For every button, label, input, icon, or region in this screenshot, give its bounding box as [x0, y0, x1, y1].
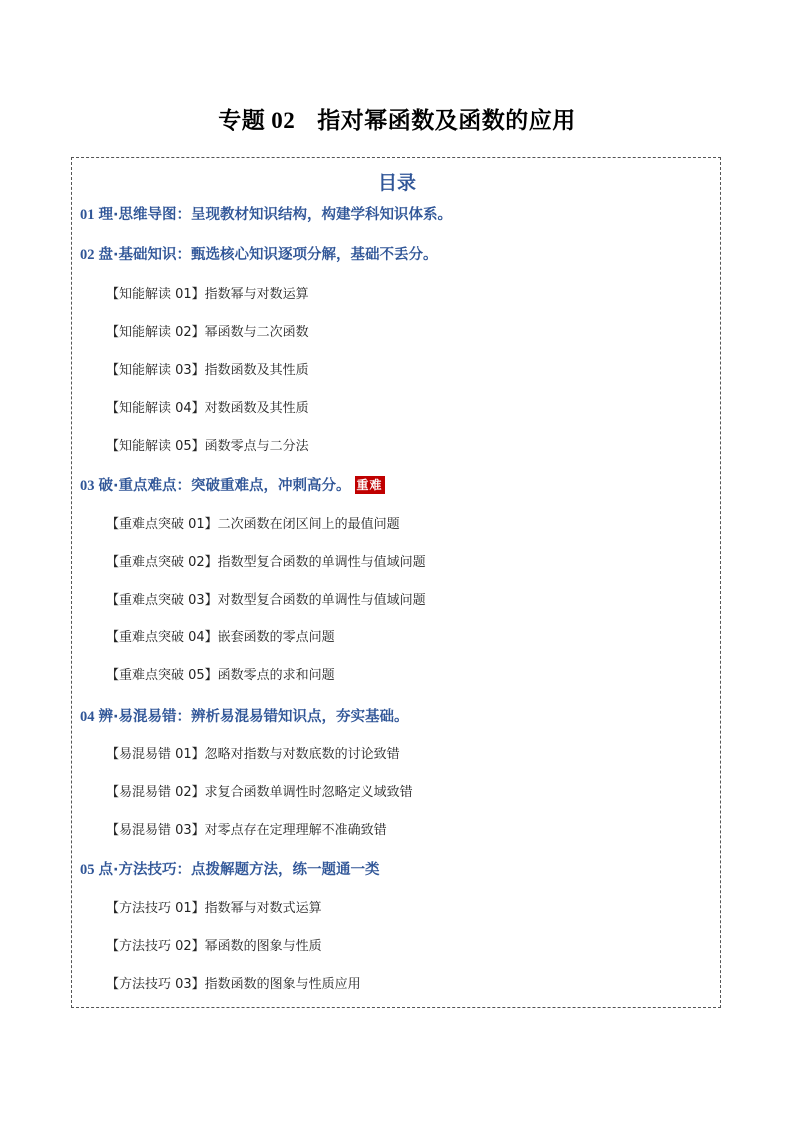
toc-item[interactable]: 【知能解读 01】指数幂与对数运算 — [106, 287, 309, 302]
section-label: 辨·易混易错：辨析易混易错知识点，夯实基础。 — [98, 709, 409, 725]
toc-item[interactable]: 【知能解读 02】幂函数与二次函数 — [106, 325, 309, 340]
toc-box — [71, 157, 721, 1008]
title-main: 指对幂函数及函数的应用 — [317, 108, 576, 134]
toc-item[interactable]: 【易混易错 02】求复合函数单调性时忽略定义域致错 — [106, 785, 413, 800]
section-number: 05 — [80, 862, 95, 878]
toc-item[interactable]: 【方法技巧 01】指数幂与对数式运算 — [106, 901, 322, 916]
toc-item[interactable]: 【知能解读 04】对数函数及其性质 — [106, 401, 309, 416]
section-label: 破·重点难点：突破重难点，冲刺高分。 — [98, 478, 351, 494]
section-number: 03 — [80, 478, 95, 494]
toc-item[interactable]: 【重难点突破 03】对数型复合函数的单调性与值域问题 — [106, 593, 426, 608]
title-prefix: 专题 — [218, 108, 266, 134]
toc-item[interactable]: 【重难点突破 04】嵌套函数的零点问题 — [106, 630, 335, 645]
toc-title: 目录 — [377, 172, 416, 194]
section-number: 01 — [80, 207, 95, 223]
section-label: 理·思维导图：呈现教材知识结构，构建学科知识体系。 — [98, 207, 453, 223]
toc-section-05[interactable] — [80, 860, 380, 880]
title-number: 02 — [271, 108, 296, 133]
toc-item[interactable]: 【重难点突破 01】二次函数在闭区间上的最值问题 — [106, 517, 400, 532]
toc-item[interactable]: 【方法技巧 02】幂函数的图象与性质 — [106, 939, 322, 954]
toc-item[interactable]: 【知能解读 05】函数零点与二分法 — [106, 439, 309, 454]
section-number: 02 — [80, 247, 95, 263]
toc-item[interactable]: 【重难点突破 05】函数零点的求和问题 — [106, 668, 335, 683]
section-number: 04 — [80, 709, 95, 725]
toc-item[interactable]: 【知能解读 03】指数函数及其性质 — [106, 363, 309, 378]
toc-section-01[interactable] — [80, 205, 452, 225]
page-title — [0, 102, 794, 135]
toc-item[interactable]: 【易混易错 03】对零点存在定理理解不准确致错 — [106, 823, 387, 838]
toc-item[interactable]: 【重难点突破 02】指数型复合函数的单调性与值域问题 — [106, 555, 426, 570]
toc-item[interactable]: 【方法技巧 03】指数函数的图象与性质应用 — [106, 977, 361, 992]
toc-section-04[interactable] — [80, 707, 409, 727]
toc-section-02[interactable] — [80, 245, 438, 265]
difficulty-badge: 重难 — [356, 478, 383, 492]
section-label: 盘·基础知识：甄选核心知识逐项分解，基础不丢分。 — [98, 247, 438, 263]
toc-section-03[interactable] — [80, 476, 385, 496]
section-label: 点·方法技巧：点拨解题方法，练一题通一类 — [98, 862, 380, 878]
toc-item[interactable]: 【易混易错 01】忽略对指数与对数底数的讨论致错 — [106, 747, 400, 762]
